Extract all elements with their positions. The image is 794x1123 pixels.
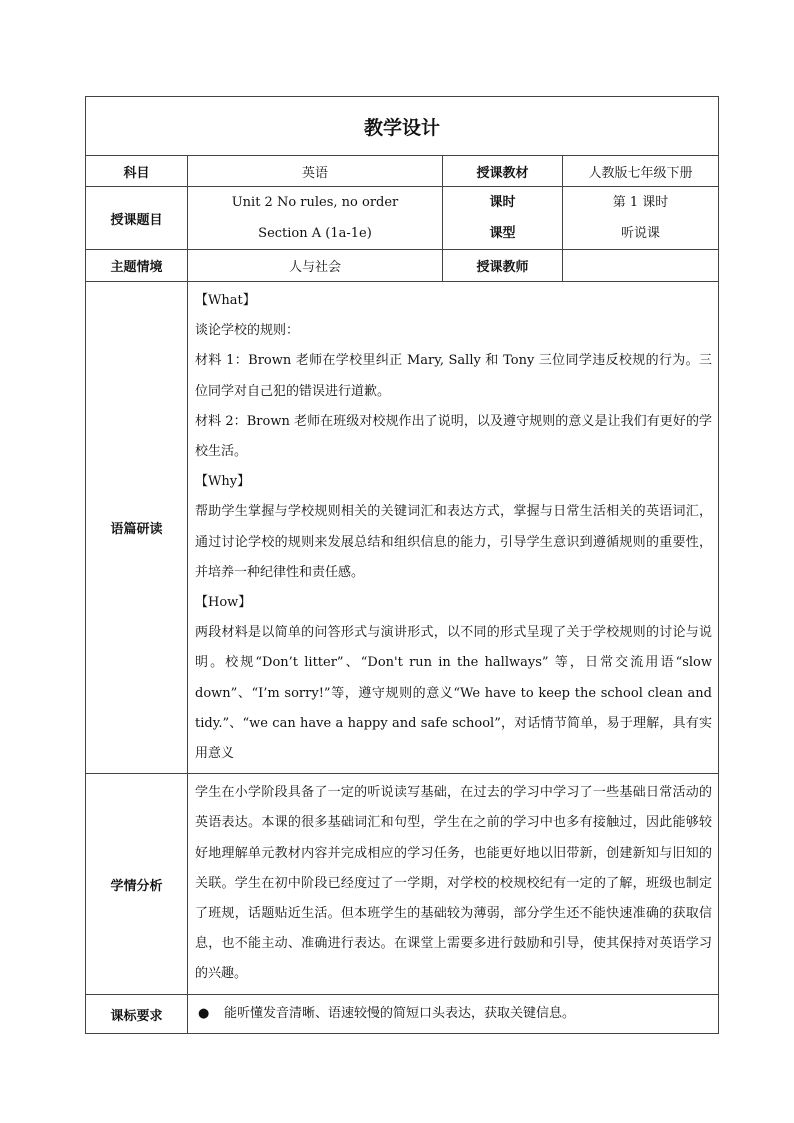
topic-value	[188, 187, 443, 250]
title-row	[86, 97, 719, 156]
material-1: 材料 1：Brown 老师在学校里纠正 Mary, Sally 和 Tony 三位同学违反校规的行为。三位同学对自己犯的错误进行道歉。	[195, 353, 713, 399]
document-title: 教学设计	[86, 97, 719, 156]
why-text: 帮助学生掌握与学校规则相关的关键词汇和表达方式，掌握与日常生活相关的英语词汇，通过讨论学校的规则来发展总结和组织信息的能力，引导学生意识到遵循规则的重要性，并培养一种纪律性和责任感。	[195, 504, 713, 580]
text-analysis-content	[188, 282, 719, 774]
what-intro: 谈论学校的规则：	[195, 323, 300, 339]
bullet-icon: ●	[198, 1006, 210, 1022]
curriculum-item: 能听懂发音清晰、语速较慢的简短口头表达，获取关键信息。	[224, 1006, 576, 1022]
curriculum-content	[188, 995, 719, 1034]
how-heading: 【How】	[195, 595, 252, 611]
teacher-label: 授课教师	[443, 250, 563, 282]
period-value: 第 1 课时	[612, 195, 669, 210]
how-text: 两段材料是以简单的问答形式与演讲形式，以不同的形式呈现了关于学校规则的讨论与说明。校规“Don’t litter”、“Don't run in the hallways” 等，日常交流用语“slow down”、“I’m sorry!”等，遵守规则的意义“We have to keep the school clean and tidy.”、“we can have a happy and safe school”，对话情节简单，易于理解，具有实用意义	[195, 625, 713, 762]
theme-row	[86, 250, 719, 282]
topic-row	[86, 187, 719, 250]
text-analysis-row	[86, 282, 719, 774]
student-analysis-row	[86, 774, 719, 995]
topic-label: 授课题目	[86, 187, 188, 250]
curriculum-row	[86, 995, 719, 1034]
theme-label: 主题情境	[86, 250, 188, 282]
material-2: 材料 2：Brown 老师在班级对校规作出了说明，以及遵守规则的意义是让我们有更好的学校生活。	[195, 413, 713, 460]
text-analysis-label: 语篇研读	[86, 282, 188, 774]
textbook-value: 人教版七年级下册	[563, 156, 719, 187]
teacher-value	[563, 250, 719, 282]
period-type-value	[563, 187, 719, 250]
subject-value: 英语	[188, 156, 443, 187]
subject-row	[86, 156, 719, 187]
period-type-label	[443, 187, 563, 250]
student-analysis-content	[188, 774, 719, 995]
why-heading: 【Why】	[195, 474, 251, 490]
theme-value: 人与社会	[188, 250, 443, 282]
period-label: 课时	[489, 195, 516, 210]
what-heading: 【What】	[195, 293, 256, 308]
lesson-type-value: 听说课	[621, 226, 661, 241]
lesson-design-table	[85, 96, 719, 1034]
topic-section: Section A (1a-1e)	[258, 226, 372, 241]
student-analysis-text: 学生在小学阶段具备了一定的听说读写基础，在过去的学习中学习了一些基础日常活动的英语表达。本课的很多基础词汇和句型，学生在之前的学习中也多有接触过，因此能够较好地理解单元教材内容并完成相应的学习任务，也能更好地以旧带新，创建新知与旧知的关联。学生在初中阶段已经度过了一学期，对学校的校规校纪有一定的了解，班级也制定了班规，话题贴近生活。但本班学生的基础较为薄弱，部分学生还不能快速准确的获取信息，也不能主动、准确进行表达。在课堂上需要多进行鼓励和引导，使其保持对英语学习的兴趣。	[195, 785, 713, 982]
student-analysis-label: 学情分析	[86, 774, 188, 995]
subject-label: 科目	[86, 156, 188, 187]
lesson-type-label: 课型	[489, 226, 516, 241]
topic-unit: Unit 2 No rules, no order	[231, 195, 399, 210]
textbook-label: 授课教材	[443, 156, 563, 187]
curriculum-label: 课标要求	[86, 995, 188, 1034]
